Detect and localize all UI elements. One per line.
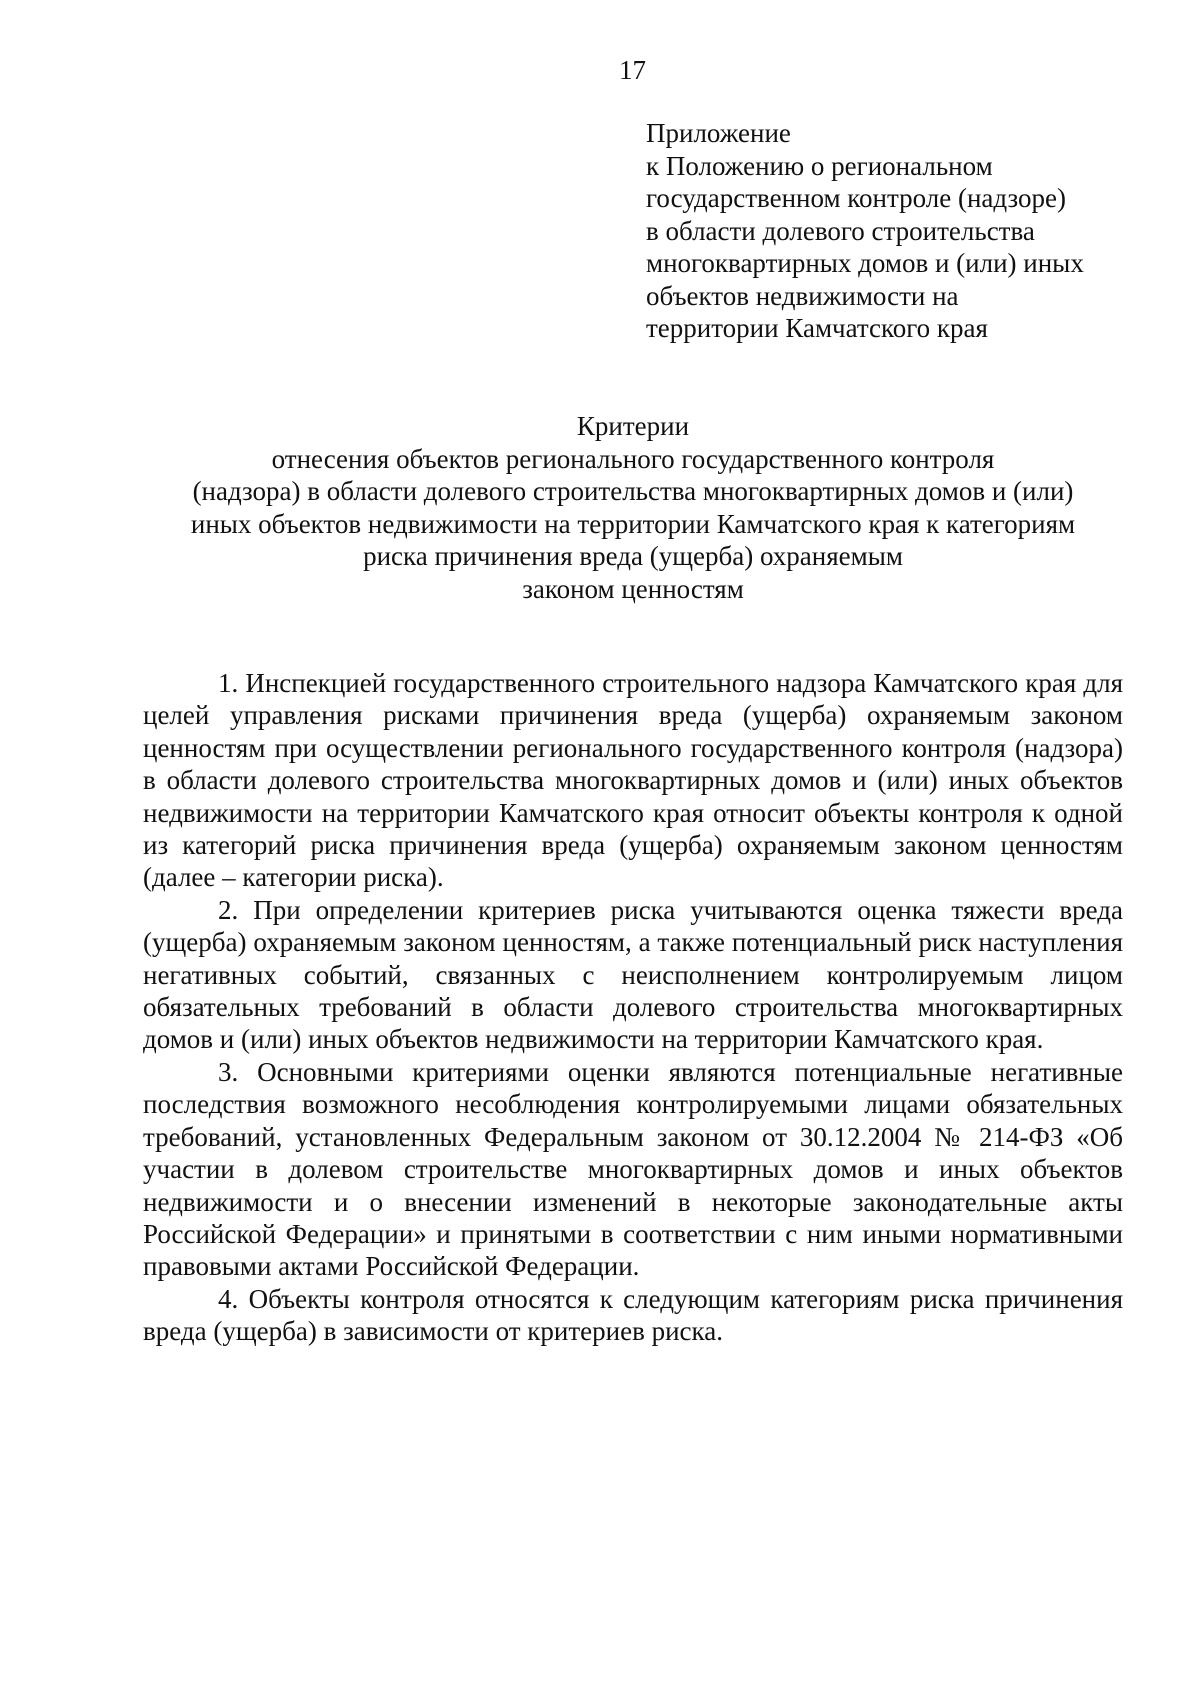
appendix-line: многоквартирных домов и (или) иных	[646, 248, 1084, 278]
paragraph-3: 3. Основными критериями оценки являются потенциальные негативные последствия возможного несоблюдения контролируемыми лицами обязательных требований, установленных Федеральным законом от 30.12.2004 № 214-ФЗ «Об участии в долевом строительстве многоквартирных домов и иных объектов недвижимости и о внесении изменений в некоторые законодательные акты Российской Федерации» и принятыми в соответствии с ним иными нормативными правовыми актами Российской Федерации.	[143, 1056, 1123, 1282]
appendix-line: государственном контроле (надзоре)	[646, 183, 1066, 213]
document-title	[143, 410, 1123, 605]
appendix-line: в области долевого строительства	[646, 215, 1035, 246]
appendix-line: к Положению о региональном	[646, 150, 993, 181]
paragraph-2: 2. При определении критериев риска учитываются оценка тяжести вреда (ущерба) охраняемым законом ценностям, а также потенциальный риск наступления негативных событий, связанных с неисполнением контролируемым лицом обязательных требований в области долевого строительства многоквартирных домов и (или) иных объектов недвижимости на территории Камчатского края.	[143, 894, 1123, 1055]
appendix-header	[646, 117, 1126, 345]
document-body	[143, 667, 1123, 1348]
paragraph-4: 4. Объекты контроля относятся к следующим категориям риска причинения вреда (ущерба) в зависимости от критериев риска.	[143, 1283, 1123, 1347]
title-line: законом ценностям	[522, 573, 744, 604]
appendix-line: территории Камчатского края	[646, 313, 988, 343]
paragraph-1: 1. Инспекцией государственного строительного надзора Камчатского края для целей управления рисками причинения вреда (ущерба) охраняемым законом ценностям при осуществлении регионального государственного контроля (надзора) в области долевого строительства многоквартирных домов и (или) иных объектов недвижимости на территории Камчатского края относит объекты контроля к одной из категорий риска причинения вреда (ущерба) охраняемым законом ценностям (далее – категории риска).	[143, 668, 1123, 893]
appendix-line: Приложение	[646, 118, 791, 148]
appendix-line: объектов недвижимости на	[646, 280, 959, 311]
title-line: иных объектов недвижимости на территории Камчатского края к категориям	[190, 508, 1076, 539]
title-line: риска причинения вреда (ущерба) охраняемым	[363, 541, 903, 571]
title-line: Критерии	[576, 411, 690, 441]
title-line: (надзора) в области долевого строительства многоквартирных домов и (или)	[192, 476, 1074, 506]
page-number: 17	[619, 55, 646, 85]
title-line: отнесения объектов регионального государственного контроля	[271, 443, 995, 474]
